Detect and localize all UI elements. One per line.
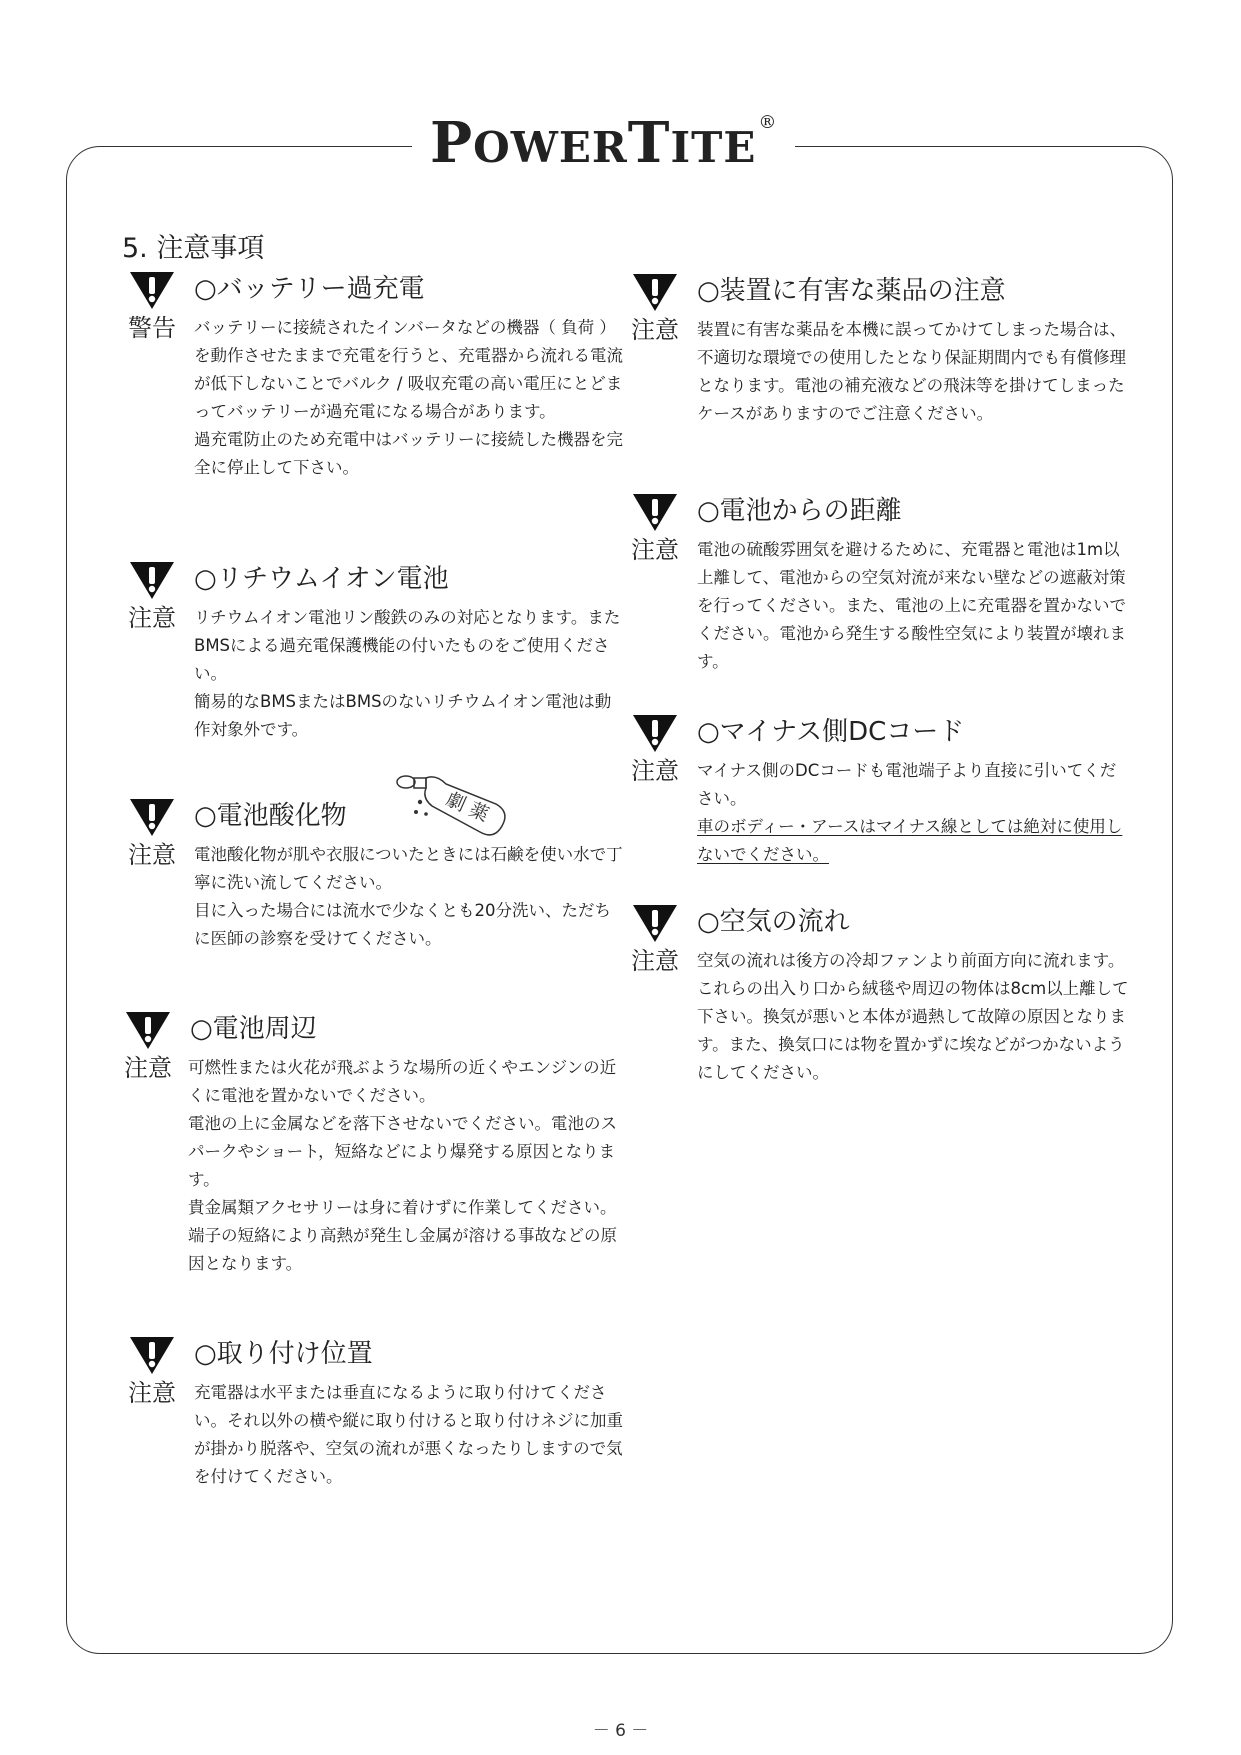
block-overcharge	[122, 270, 632, 520]
caution-label: 注意	[124, 1054, 172, 1082]
caution-mark	[625, 492, 685, 562]
block-oxide	[122, 797, 632, 957]
caution-mark	[118, 1010, 178, 1080]
block-text	[697, 757, 1129, 869]
block-surroundings	[118, 1010, 628, 1280]
block-distance	[625, 492, 1135, 672]
caution-label: 注意	[128, 604, 176, 632]
caution-label: 注意	[631, 757, 679, 785]
warning-label: 警告	[128, 314, 176, 342]
block-title: ○電池周辺	[190, 1014, 317, 1044]
paragraph: 装置に有害な薬品を本機に誤ってかけてしまった場合は、不適切な環境での使用したとなり保証期間内でも有償修理となります。電池の補充液などの飛沫等を掛けてしまったケースがありますのでご注意ください。	[697, 320, 1126, 423]
block-text	[697, 947, 1129, 1087]
block-text	[194, 314, 626, 482]
block-title: ○電池酸化物	[194, 801, 347, 831]
section-title: 5. 注意事項	[122, 233, 265, 264]
paragraph: 電池酸化物が肌や衣服についたときには石鹸を使い水で丁寧に洗い流してください。	[194, 845, 623, 892]
exclamation-triangle-icon	[631, 903, 679, 943]
warning-mark	[122, 270, 182, 340]
exclamation-triangle-icon	[631, 272, 679, 312]
exclamation-triangle-icon	[128, 270, 176, 310]
caution-mark	[625, 903, 685, 973]
caution-mark	[625, 272, 685, 342]
caution-label: 注意	[631, 536, 679, 564]
block-airflow	[625, 903, 1135, 1083]
caution-mark	[625, 713, 685, 783]
block-text	[194, 604, 626, 744]
exclamation-triangle-icon	[128, 797, 176, 837]
paragraph: 過充電防止のため充電中はバッテリーに接続した機器を完全に停止して下さい。	[194, 430, 623, 477]
underlined-warning: 車のボディー・アースはマイナス線としては絶対に使用しないでください。	[697, 817, 1123, 864]
block-title: ○リチウムイオン電池	[194, 564, 449, 594]
caution-label: 注意	[631, 316, 679, 344]
caution-mark	[122, 560, 182, 630]
block-title: ○取り付け位置	[194, 1339, 373, 1369]
block-title: ○空気の流れ	[697, 907, 850, 937]
block-text	[194, 841, 626, 953]
caution-mark	[122, 1335, 182, 1405]
brand-logo: POWERTITE®	[412, 110, 795, 180]
exclamation-triangle-icon	[124, 1010, 172, 1050]
block-text	[194, 1379, 626, 1491]
paragraph: バッテリーに接続されたインバータなどの機器（ 負荷 ）を動作させたままで充電を行うと、充電器から流れる電流が低下しないことでバルク / 吸収充電の高い電圧にとどまってバッテリーが過充電になる場合があります。	[194, 318, 623, 421]
paragraph: リチウムイオン電池リン酸鉄のみの対応となります。またBMSによる過充電保護機能の付いたものをご使用ください。	[194, 608, 621, 683]
paragraph: 空気の流れは後方の冷却ファンより前面方向に流れます。これらの出入り口から絨毯や周辺の物体は8cm以上離して下さい。換気が悪いと本体が過熱して故障の原因となります。また、換気口には物を置かずに埃などがつかないようにしてください。	[697, 951, 1129, 1082]
block-title: ○電池からの距離	[697, 496, 902, 526]
block-text	[188, 1054, 620, 1278]
caution-label: 注意	[631, 947, 679, 975]
exclamation-triangle-icon	[128, 1335, 176, 1375]
block-title: ○装置に有害な薬品の注意	[697, 276, 1006, 306]
block-title: ○バッテリー過充電	[194, 274, 425, 304]
paragraph: 電池の硫酸雰囲気を避けるために、充電器と電池は1m以上離して、電池からの空気対流が来ない壁などの遮蔽対策を行ってください。また、電池の上に充電器を置かないでください。電池から発生する酸性空気により装置が壊れます。	[697, 540, 1126, 671]
exclamation-triangle-icon	[128, 560, 176, 600]
caution-mark	[122, 797, 182, 867]
block-lithium	[122, 560, 632, 760]
page-number: － 6 －	[592, 1721, 649, 1741]
paragraph: 簡易的なBMSまたはBMSのないリチウムイオン電池は動作対象外です。	[194, 692, 612, 739]
block-chemicals	[625, 272, 1135, 452]
block-negative-cord	[625, 713, 1135, 863]
block-mounting	[122, 1335, 632, 1495]
stamp-text: 劇 薬	[442, 788, 493, 827]
paragraph: 充電器は水平または垂直になるように取り付けてください。それ以外の横や縦に取り付けると取り付けネジに加重が掛かり脱落や、空気の流れが悪くなったりしますので気を付けてください。	[194, 1383, 623, 1486]
paragraph: 電池の上に金属などを落下させないでください。電池のスパークやショート，短絡などにより爆発する原因となります。	[188, 1114, 617, 1189]
block-text	[697, 316, 1129, 428]
paragraph: 貴金属類アクセサリーは身に着けずに作業してください。端子の短絡により高熱が発生し金属が溶ける事故などの原因となります。	[188, 1198, 617, 1273]
paragraph: 目に入った場合には流水で少なくとも20分洗い、ただちに医師の診察を受けてください。	[194, 901, 611, 948]
exclamation-triangle-icon	[631, 713, 679, 753]
paragraph: 可燃性または火花が飛ぶような場所の近くやエンジンの近くに電池を置かないでください。	[188, 1058, 617, 1105]
exclamation-triangle-icon	[631, 492, 679, 532]
caution-label: 注意	[128, 841, 176, 869]
paragraph: マイナス側のDCコードも電池端子より直接に引いてください。	[697, 761, 1117, 808]
caution-label: 注意	[128, 1379, 176, 1407]
block-text	[697, 536, 1129, 676]
block-title: ○マイナス側DCコード	[697, 717, 965, 747]
